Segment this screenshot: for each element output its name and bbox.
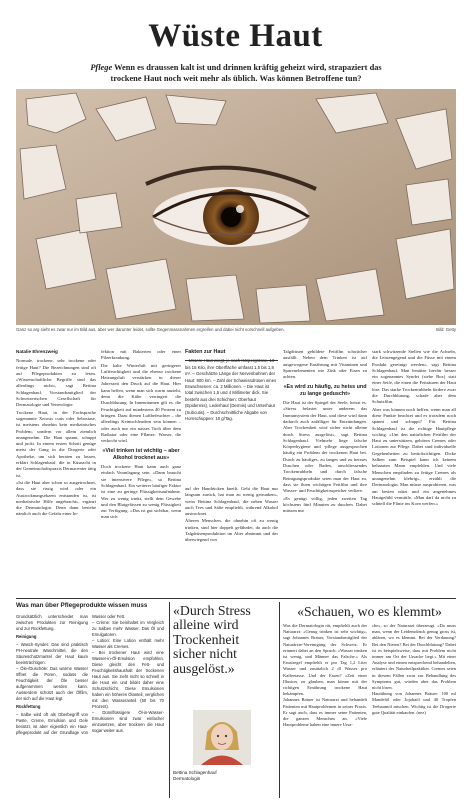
headline: Wüste Haut bbox=[148, 18, 323, 54]
sidebar-item: – Salbe wird oft als Oberbegriff von Paste, Creme, Emulsion und Gele benützt, ist aber eigentlich ein Haut-pflegeprodukt auf der Grundlage von Wasser oder Fett. bbox=[16, 614, 126, 735]
portrait-illustration bbox=[193, 710, 251, 765]
sidebar-item: – Bei trockener Haut wird eine Wasser-in-Öl-Emulsion empfohlen. Diese gleicht den Fett- und Feuchtigkeitshaushalt der trockenen Haut aus. Sie zieht nicht so schnell in die Haut ein und bildet daher eine Schutzschicht. Diese Emulsionen haben ein höheres Ölanteil, verglichen mit den Wasseranteil (50 bis 70 Prozent). bbox=[92, 650, 164, 709]
paragraph: stark schwitzende Stellen wie die Achseln, die Leistengegend und die Füsse mit einem Produkt gereinigt werden», sagt Bettina Schlagenhauf. Man benütze hierfür besser ein sogenanntes Syndet (siehe Box) statt einer Seife, die einen die Fettsäuren der Haut löse. Das starke Trockenrubbeln fördere zwar die Durchblutung, schade aber dem Schutzfilm. bbox=[372, 349, 456, 405]
paragraph: «Ist die Haut aber schon so ausgetrocknet, dass sie rissig wird oder ein Austrocknungsekzem entstanden ist, ist medizinische Hilfe angebracht», ergänzt die Dermatologin. Denn dann bestehe nämlich auch die Gefahr einer In- bbox=[16, 479, 96, 517]
facts-text: – Unsere Haut wiegt, je nach Körpergrösse, 10 bis 15 Kilo, ihre Oberfläche umfasst 1,5 bis 1,8 m². – Geschätzte Länge der Nervenbahnen der Haut: 800 km. – Zahl der Schweissdrüsen eines Erwachsenen: ca. 2 Millionen. – Die Haut ist total zwischen 1,5 und 4 Millimeter dick. Sie besteht aus drei Schichten: Oberhaut (Epidermis), Lederhaut (Dermis) und Unterhaut (Subcutis). – Durchschnittliche Abgabe von Hornschuppen: 10 g/Tag. bbox=[185, 358, 277, 422]
paragraph: Normale, trockene, sehr trockene oder fettige Haut? Die Bezeichnungen sind oft auf Pflegeprodukten zu lesen. «Wissenschaftliche Begriffe sind das allerdings nicht», sagt Bettina Schlagenhauf, Vorstandsmitglied der Schweizerischen Gesellschaft für Dermatologie und Venerologie. bbox=[16, 358, 96, 408]
paragraph: Was die Dermatologin rät, empfiehlt auch der Naturarzt: «Genug trinken ist sehr wichtig», sagt Johannes Bräuer, Vorstandsmitglied der Naturärzte-Vereinigung der Schweiz. Er erinnert dabei an den Spruch: «Wasser trinken ist wenig, und Männer das Falsche.» Als Faustregel empfiehlt er pro Tag 1,2 Liter Wasser und zusätzlich 2 dl Wasser pro Kaffeetasse. Und der Essen? «Zeit einer Illusion, zu glauben, man könne mit der richtigen Ernährung trockene Haut bekämpfen. bbox=[283, 623, 367, 697]
photo-credit: Bild: Getty bbox=[436, 327, 456, 332]
divider bbox=[279, 602, 280, 798]
sidebar-heading: Reinigung bbox=[16, 634, 37, 639]
sidebar-box bbox=[16, 614, 164, 798]
portrait-role: Dermatologin bbox=[173, 776, 201, 781]
subhead: «Es wird zu häufig, zu heiss und zu lange geduscht» bbox=[283, 384, 367, 397]
article-column-2 bbox=[101, 349, 181, 522]
article-bottom-column-1 bbox=[283, 623, 367, 728]
paragraph: Johannes Bräuer ist Naturarzt und behandelt Patienten mit Hautproblemen in seiner Praxis. Er sagt auch, dass es immer seine Patienten, die ganzen Menschen an. «Viele Hautprobleme haben eine innere Ursa- bbox=[283, 697, 367, 728]
skin-photo bbox=[16, 89, 456, 325]
article-column-5 bbox=[372, 349, 456, 508]
paragraph: «Es genügt völlig, jeden zweiten Tag höchstens fünf Minuten zu duschen. Dabei müssen nur bbox=[283, 495, 367, 514]
paragraph: Hautübung von Johannes Bräuer: 100 ml Mandelöl oder Jojobaöl und 40 Tropfen Teebaumöl mischen. Wichtig ist die Drogerie gute Qualität einkaufen. (nez) bbox=[372, 691, 456, 715]
sidebar-item: – Dünnflüssigere Öl-in-Wasser-Emulsionen sind zwar einfacher einzusetzen, aber trocknen die Haut sogar weiter aus. bbox=[92, 710, 164, 733]
facts-box bbox=[185, 349, 278, 479]
sidebar-title: Was man über Pflegeprodukte wissen muss bbox=[16, 602, 148, 609]
sidebar-item: – Crème: Sie beinhaltet im Vergleich zu Salben mehr Wasser. Das Öl und Emulgatoren. bbox=[92, 620, 164, 637]
portrait-photo bbox=[193, 710, 251, 765]
skin-illustration bbox=[16, 89, 456, 325]
paragraph: Älteren Menschen, die ohnehin oft zu wenig trinken, sind hier doppelt gefährdet, da auch die Talgdrüsenproduktion im Alter abnimmt und der überwiegend von bbox=[185, 518, 278, 543]
section-heading: «Schauen, wo es klemmt» bbox=[297, 604, 442, 619]
article-column-3 bbox=[185, 486, 278, 545]
photo-caption bbox=[16, 327, 456, 332]
paragraph: auf der Handrücken kneift. Geht die Haut nur langsam zurück, hat man zu wenig getrunken», weiss Bettina Schlagenhauf, die neben Wasser auch Tees und Säfte empfiehlt, während Alkohol austrocknet. bbox=[185, 486, 278, 517]
paragraph: fektion mit Bakterien oder einer Pilzerkrankung. bbox=[101, 349, 181, 361]
paragraph: Doch trockene Haut kann auch ganz einfach Veranlagung sein. «Dann braucht sie intensivere Pflege», so Bettina Schlagenhauf. Ein weiterer häufiger Faktor ist eine zu geringe Flüssigkeitsaufnahme. Wer zu wenig trinkt, stellt dem Gewebe und den Blutgefässen zu wenig Flüssigkeit zur Verfügung. «Das ist gut sichtbar, wenn man sich bbox=[101, 464, 181, 520]
article-bottom-column-2 bbox=[372, 623, 456, 716]
article-column-4 bbox=[283, 349, 367, 515]
article-column-1 bbox=[16, 349, 96, 519]
kicker: Pflege bbox=[90, 63, 113, 72]
portrait-name: Bettina Schlagenhauf bbox=[173, 770, 217, 775]
paragraph: Trockene Haut, in der Fachsprache sogenannte Xerosis cutis oder Sebostase, ist meistens ohnehin kein medizinisches Problem, sondern vor allem ziemlich unangenehm. Die Haut spannt, schuppt und juckt. In einem ersten Schritt genüge meist der Gang in die Drogerie oder Apotheke, um sich beraten zu lassen, erklärt Schlagenhauf, die in Küsnacht in der Gemeinschaftspraxis Dermacenter tätig ist. bbox=[16, 409, 96, 478]
portrait-caption bbox=[173, 770, 273, 782]
sidebar-heading: Rückfettung bbox=[16, 704, 41, 709]
sidebar-item: – Wasch-Syndet: Das sind praktisch PH-neutrale Waschmittel, die den Säureschutzmantel der Haut kaum beeinträchtigen. bbox=[16, 642, 88, 665]
subhead: «Viel trinken ist wichtig – aber Alkohol trocknet aus» bbox=[102, 448, 180, 461]
divider bbox=[185, 360, 278, 361]
paragraph: Talgdrüsen gebildete Fettfilm schwächer ausfällt. Neben dem Trinken ist auf ausgewogene Ernährung mit Vitaminen und Spurenelementen wie Zink oder Eisen zu achten. bbox=[283, 349, 367, 380]
paragraph: Aber was können noch helfen, wenn man all diese Punkte beachtet und es trotzdem noch spannt und schuppt? Für Bettina Schlagenhauf ist die richtige Hautpflege wichtig. «Um den natürlichen Fettfilm der Haut zu unterstützen, gehören Cremes oder Lotionen zur Pflege. Dabei sind individuelle Gegebenheiten zu berücksichtigen. Dicke Salben zum Beispiel kann ich keinem behaarten Mann empfehlen. Und viele Menschen empfinden zu fettige Cremes als unangenehm klebrig», erzählt die Dermatologin. Man müsse ausprobieren, was am besten nützt und ein angenehmes Hautgefühl vermittle. «Man darf da nicht zu schnell die Flinte ins Korn werfen.» bbox=[372, 406, 456, 507]
author: Natalie Ehrenzweig bbox=[16, 349, 58, 354]
facts-title: Fakten zur Haut bbox=[185, 349, 226, 355]
sidebar-item: – Lotion: Eine Lotion enthält mehr Wasser als Cremes. bbox=[92, 638, 164, 649]
sidebar-intro: Grundsätzlich unterscheidet man zwischen Produkten zur Reinigung und zur Rückfettung. bbox=[16, 614, 88, 631]
paragraph: che», so der Naturarzt überzeugt. «Da muss man, wenn der Leidensdruck genug gross ist, ablären, wo es klemmt. Bei der Verdauung? Bei den Nieren? Bei der Durchblutung? Dabei ist es beispielsweise, dass mit Problem nicht immer am Ort der Ursache liegt.» Mit einer Analyse und einem entsprechend behandelten, erläutert der Naturheilpraktiker. Cremes seien in diesem Fällen zwar zur Behandlung des Symptoms gut, würden aber das Problem nicht lösen. bbox=[372, 623, 456, 691]
pull-quote: «Durch Stress alleine wird Trockenheit sicher nicht ausgelöst.» bbox=[173, 603, 251, 676]
sidebar-item: – Öle-/Duschöle: Das warme Wasser öffnet die Poren, sodass die Feuchtigkeit der Öle besser aufgenommen werden kann. Ausserdem schützt auch der Ölfilm, der sich auf die Haut legt. bbox=[16, 666, 88, 701]
caption-text: Ganz so arg sieht es zwar nur im Bild aus, aber wer darunter leidet, sollte Gegenmassnahmen ergreifen und dabei nicht vorschnell aufgeben. bbox=[16, 327, 285, 332]
lead-text: Wenn es draussen kalt ist und drinnen kräftig geheizt wird, strapaziert das trockene Haut noch weit mehr als üblich. Was können Betroffene tun? bbox=[110, 63, 382, 83]
divider bbox=[169, 602, 170, 798]
section-divider bbox=[16, 598, 456, 599]
paragraph: Die Haut ist der Spiegel der Seele, heisst es. «Stress belastet unter anderem das Immunsystem der Haut, und diese wird dann dadurch auch anfälliger für Entzündungen. Aber Trockenheit wird sicher nicht alleine durch Stress ausgelöst», sagt Bettina Schlagenhauf. Vielmehr liege falsche Körperhygiene und -pflege ausgesprochen häufig ein Problem der trockenen Haut bei. Durch zu häufiges, zu langes und zu heisses Duschen oder Baden, anschliessendes Trockenrubbeln und durch falsche Reinigungsprodukte seien man der Haut zu, dass sie ihren wichtigen Fettfilm und ihre Wasser- und Feuchtigkeitsspeicher verliere. bbox=[283, 400, 367, 494]
lead bbox=[78, 63, 394, 84]
paragraph: Die kalte Winterluft mit geringerer Luftfeuchtigkeit und die ebenso trockene Heizungsluft verstärken in dieser Jahreszeit den Druck auf die Haut. Hier kann helfen, wenn man sich warm anzieht, denn die Kälte verringert die Durchblutung. In Innenräumen gilt es, die Feuchtigkeit auf mindestens 40 Prozent zu bringen. Dazu dienen Luftbefeuchter – die allerdings Keimschleudern sein können – oder auch nur ein nasses Tuch über dem Radiator oder eine Pflanze. Wasser, die verkocht wird. bbox=[101, 362, 181, 444]
